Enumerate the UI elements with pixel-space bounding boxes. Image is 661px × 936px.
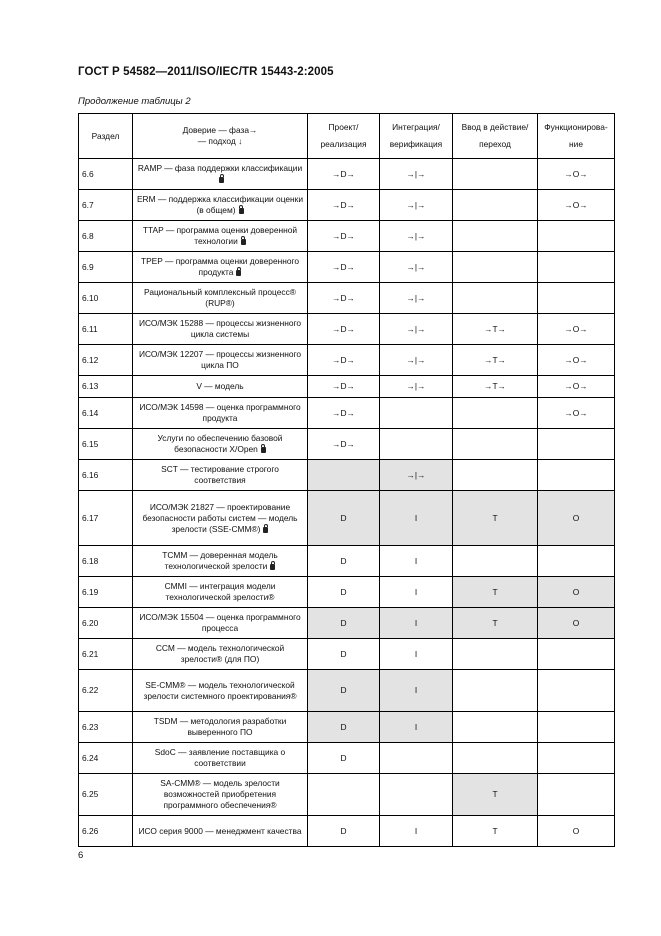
approach-description xyxy=(133,221,308,252)
design-phase-cell: D xyxy=(308,712,380,743)
operation-phase-cell xyxy=(538,670,615,712)
transition-phase-cell xyxy=(453,670,538,712)
transition-phase-cell xyxy=(453,252,538,283)
table-row xyxy=(79,429,615,460)
approach-text: TSDM — методология разработки выверенного ПО xyxy=(153,716,287,737)
lock-icon xyxy=(263,527,268,533)
transition-phase-cell: →T→ xyxy=(453,345,538,376)
integration-phase-cell: →|→ xyxy=(380,283,453,314)
integration-phase-cell: I xyxy=(380,712,453,743)
table-row xyxy=(79,546,615,577)
column-header-operation: Функционирова- ние xyxy=(538,114,615,159)
document-title: ГОСТ Р 54582—2011/ISO/IEC/TR 15443-2:2005 xyxy=(78,66,334,78)
transition-phase-cell: T xyxy=(453,491,538,546)
table-row xyxy=(79,670,615,712)
approach-text: CMMI — интеграция модели технологической зрелости® xyxy=(164,581,276,602)
column-header-trust: Доверие — фаза→ — подход ↓ xyxy=(133,114,308,159)
transition-phase-cell xyxy=(453,639,538,670)
design-phase-cell: →D→ xyxy=(308,221,380,252)
lock-icon xyxy=(219,177,224,183)
integration-phase-cell: I xyxy=(380,816,453,847)
transition-phase-cell: T xyxy=(453,577,538,608)
design-phase-cell: →D→ xyxy=(308,376,380,398)
approach-description xyxy=(133,314,308,345)
design-phase-cell: D xyxy=(308,743,380,774)
integration-phase-cell: →|→ xyxy=(380,314,453,345)
transition-phase-cell: T xyxy=(453,816,538,847)
approach-text: V — модель xyxy=(196,381,244,391)
design-phase-cell: →D→ xyxy=(308,252,380,283)
transition-phase-cell xyxy=(453,398,538,429)
design-phase-cell xyxy=(308,774,380,816)
approach-description xyxy=(133,639,308,670)
transition-phase-cell xyxy=(453,283,538,314)
lock-icon xyxy=(241,239,246,245)
section-number: 6.26 xyxy=(79,816,133,847)
approach-description xyxy=(133,345,308,376)
operation-phase-cell: O xyxy=(538,816,615,847)
approach-description xyxy=(133,429,308,460)
operation-phase-cell xyxy=(538,429,615,460)
section-number: 6.11 xyxy=(79,314,133,345)
approach-text: ИСО/МЭК 15504 — оценка программного процесса xyxy=(139,612,301,633)
integration-phase-cell: →|→ xyxy=(380,159,453,190)
integration-phase-cell: I xyxy=(380,546,453,577)
table-header-row xyxy=(79,114,615,159)
section-number: 6.23 xyxy=(79,712,133,743)
operation-phase-cell xyxy=(538,743,615,774)
lock-icon xyxy=(239,208,244,214)
approach-text: ИСО серия 9000 — менеджмент качества xyxy=(138,825,302,836)
section-number: 6.8 xyxy=(79,221,133,252)
approach-text: Услуги по обеспечению базовой безопасности X/Open xyxy=(157,433,283,454)
operation-phase-cell xyxy=(538,221,615,252)
column-header-section: Раздел xyxy=(79,114,133,159)
approach-description xyxy=(133,577,308,608)
integration-phase-cell xyxy=(380,774,453,816)
design-phase-cell: →D→ xyxy=(308,345,380,376)
design-phase-cell xyxy=(308,460,380,491)
table-row xyxy=(79,774,615,816)
design-phase-cell: D xyxy=(308,491,380,546)
integration-phase-cell: I xyxy=(380,577,453,608)
transition-phase-cell xyxy=(453,190,538,221)
approach-text: TTAP — программа оценки доверенной технологии xyxy=(142,225,298,246)
integration-phase-cell: I xyxy=(380,491,453,546)
design-phase-cell: D xyxy=(308,639,380,670)
operation-phase-cell: O xyxy=(538,491,615,546)
approach-text: TPEP — программа оценки доверенного продукта xyxy=(140,256,300,277)
operation-phase-cell xyxy=(538,252,615,283)
operation-phase-cell xyxy=(538,639,615,670)
approach-description xyxy=(133,460,308,491)
table-row xyxy=(79,577,615,608)
section-number: 6.17 xyxy=(79,491,133,546)
approach-text: SdoC — заявление поставщика о соответствии xyxy=(154,747,286,768)
approach-text: TCMM — доверенная модель технологической зрелости xyxy=(162,550,278,571)
integration-phase-cell: I xyxy=(380,639,453,670)
integration-phase-cell: →|→ xyxy=(380,460,453,491)
design-phase-cell: D xyxy=(308,546,380,577)
section-number: 6.21 xyxy=(79,639,133,670)
operation-phase-cell: →O→ xyxy=(538,376,615,398)
design-phase-cell: →D→ xyxy=(308,314,380,345)
table-row xyxy=(79,639,615,670)
column-header-transition: Ввод в действие/ переход xyxy=(453,114,538,159)
operation-phase-cell: →O→ xyxy=(538,190,615,221)
table-row xyxy=(79,221,615,252)
transition-phase-cell: T xyxy=(453,608,538,639)
section-number: 6.14 xyxy=(79,398,133,429)
operation-phase-cell xyxy=(538,460,615,491)
lock-icon xyxy=(236,270,241,276)
table-row xyxy=(79,712,615,743)
design-phase-cell: D xyxy=(308,816,380,847)
design-phase-cell: D xyxy=(308,577,380,608)
table-caption: Продолжение таблицы 2 xyxy=(78,96,191,107)
approach-description xyxy=(133,190,308,221)
section-number: 6.12 xyxy=(79,345,133,376)
transition-phase-cell xyxy=(453,159,538,190)
design-phase-cell: →D→ xyxy=(308,429,380,460)
transition-phase-cell xyxy=(453,712,538,743)
approach-description xyxy=(133,670,308,712)
lock-icon xyxy=(261,447,266,453)
approach-description xyxy=(133,491,308,546)
section-number: 6.25 xyxy=(79,774,133,816)
table-row xyxy=(79,608,615,639)
table-row xyxy=(79,491,615,546)
integration-phase-cell: →|→ xyxy=(380,252,453,283)
operation-phase-cell: O xyxy=(538,608,615,639)
table-row xyxy=(79,252,615,283)
approach-text: ERM — поддержка классификации оценки (в общем) xyxy=(136,194,304,215)
approach-description xyxy=(133,774,308,816)
section-number: 6.13 xyxy=(79,376,133,398)
operation-phase-cell xyxy=(538,546,615,577)
approach-description xyxy=(133,743,308,774)
approach-text: ИСО/МЭК 15288 — процессы жизненного цикла системы xyxy=(138,318,301,339)
assurance-table xyxy=(78,113,615,847)
approach-description xyxy=(133,712,308,743)
design-phase-cell: →D→ xyxy=(308,190,380,221)
operation-phase-cell xyxy=(538,774,615,816)
approach-description xyxy=(133,283,308,314)
table-row xyxy=(79,398,615,429)
approach-text: SCT — тестирование строгого соответствия xyxy=(161,464,279,485)
approach-text: ИСО/МЭК 14598 — оценка программного продукта xyxy=(139,402,301,423)
approach-description xyxy=(133,398,308,429)
approach-description xyxy=(133,376,308,398)
table-row xyxy=(79,743,615,774)
design-phase-cell: →D→ xyxy=(308,398,380,429)
section-number: 6.20 xyxy=(79,608,133,639)
section-number: 6.19 xyxy=(79,577,133,608)
approach-text: SA-CMM® — модель зрелости возможностей приобретения программного обеспечения® xyxy=(160,778,280,810)
table-row xyxy=(79,345,615,376)
operation-phase-cell xyxy=(538,712,615,743)
approach-text: ИСО/МЭК 21827 — проектирование безопасности работы систем — модель зрелости (SSE-CMM®) xyxy=(142,501,298,534)
section-number: 6.7 xyxy=(79,190,133,221)
table-row xyxy=(79,816,615,847)
transition-phase-cell xyxy=(453,429,538,460)
design-phase-cell: D xyxy=(308,670,380,712)
transition-phase-cell xyxy=(453,743,538,774)
approach-text: RAMP — фаза поддержки классификации xyxy=(137,163,303,173)
column-header-integration: Интеграция/ верификация xyxy=(380,114,453,159)
transition-phase-cell: →T→ xyxy=(453,314,538,345)
approach-text: Рациональный комплексный процесс® (RUP®) xyxy=(144,287,296,308)
design-phase-cell: →D→ xyxy=(308,283,380,314)
table-row xyxy=(79,190,615,221)
operation-phase-cell: →O→ xyxy=(538,398,615,429)
integration-phase-cell: I xyxy=(380,670,453,712)
table-row xyxy=(79,283,615,314)
approach-text: SE-CMM® — модель технологической зрелости системного проектирования® xyxy=(143,679,297,701)
integration-phase-cell: →|→ xyxy=(380,376,453,398)
design-phase-cell: →D→ xyxy=(308,159,380,190)
operation-phase-cell: →O→ xyxy=(538,345,615,376)
integration-phase-cell: →|→ xyxy=(380,221,453,252)
table-row xyxy=(79,460,615,491)
section-number: 6.16 xyxy=(79,460,133,491)
section-number: 6.24 xyxy=(79,743,133,774)
section-number: 6.22 xyxy=(79,670,133,712)
approach-description xyxy=(133,159,308,190)
integration-phase-cell: I xyxy=(380,608,453,639)
operation-phase-cell: →O→ xyxy=(538,159,615,190)
section-number: 6.15 xyxy=(79,429,133,460)
integration-phase-cell xyxy=(380,398,453,429)
approach-description xyxy=(133,608,308,639)
section-number: 6.6 xyxy=(79,159,133,190)
integration-phase-cell: →|→ xyxy=(380,345,453,376)
operation-phase-cell: →O→ xyxy=(538,314,615,345)
approach-description xyxy=(133,546,308,577)
table-row xyxy=(79,376,615,398)
transition-phase-cell: T xyxy=(453,774,538,816)
transition-phase-cell: →T→ xyxy=(453,376,538,398)
section-number: 6.9 xyxy=(79,252,133,283)
page-number: 6 xyxy=(78,850,84,861)
section-number: 6.10 xyxy=(79,283,133,314)
operation-phase-cell xyxy=(538,283,615,314)
design-phase-cell: D xyxy=(308,608,380,639)
integration-phase-cell xyxy=(380,743,453,774)
table-row xyxy=(79,314,615,345)
integration-phase-cell xyxy=(380,429,453,460)
transition-phase-cell xyxy=(453,546,538,577)
integration-phase-cell: →|→ xyxy=(380,190,453,221)
approach-description xyxy=(133,816,308,847)
table-row xyxy=(79,159,615,190)
operation-phase-cell: O xyxy=(538,577,615,608)
approach-description xyxy=(133,252,308,283)
column-header-design: Проект/ реализация xyxy=(308,114,380,159)
approach-text: ИСО/МЭК 12207 — процессы жизненного цикла ПО xyxy=(138,349,301,370)
approach-text: CCM — модель технологической зрелости® (для ПО) xyxy=(155,643,285,664)
section-number: 6.18 xyxy=(79,546,133,577)
lock-icon xyxy=(270,564,275,570)
transition-phase-cell xyxy=(453,460,538,491)
transition-phase-cell xyxy=(453,221,538,252)
